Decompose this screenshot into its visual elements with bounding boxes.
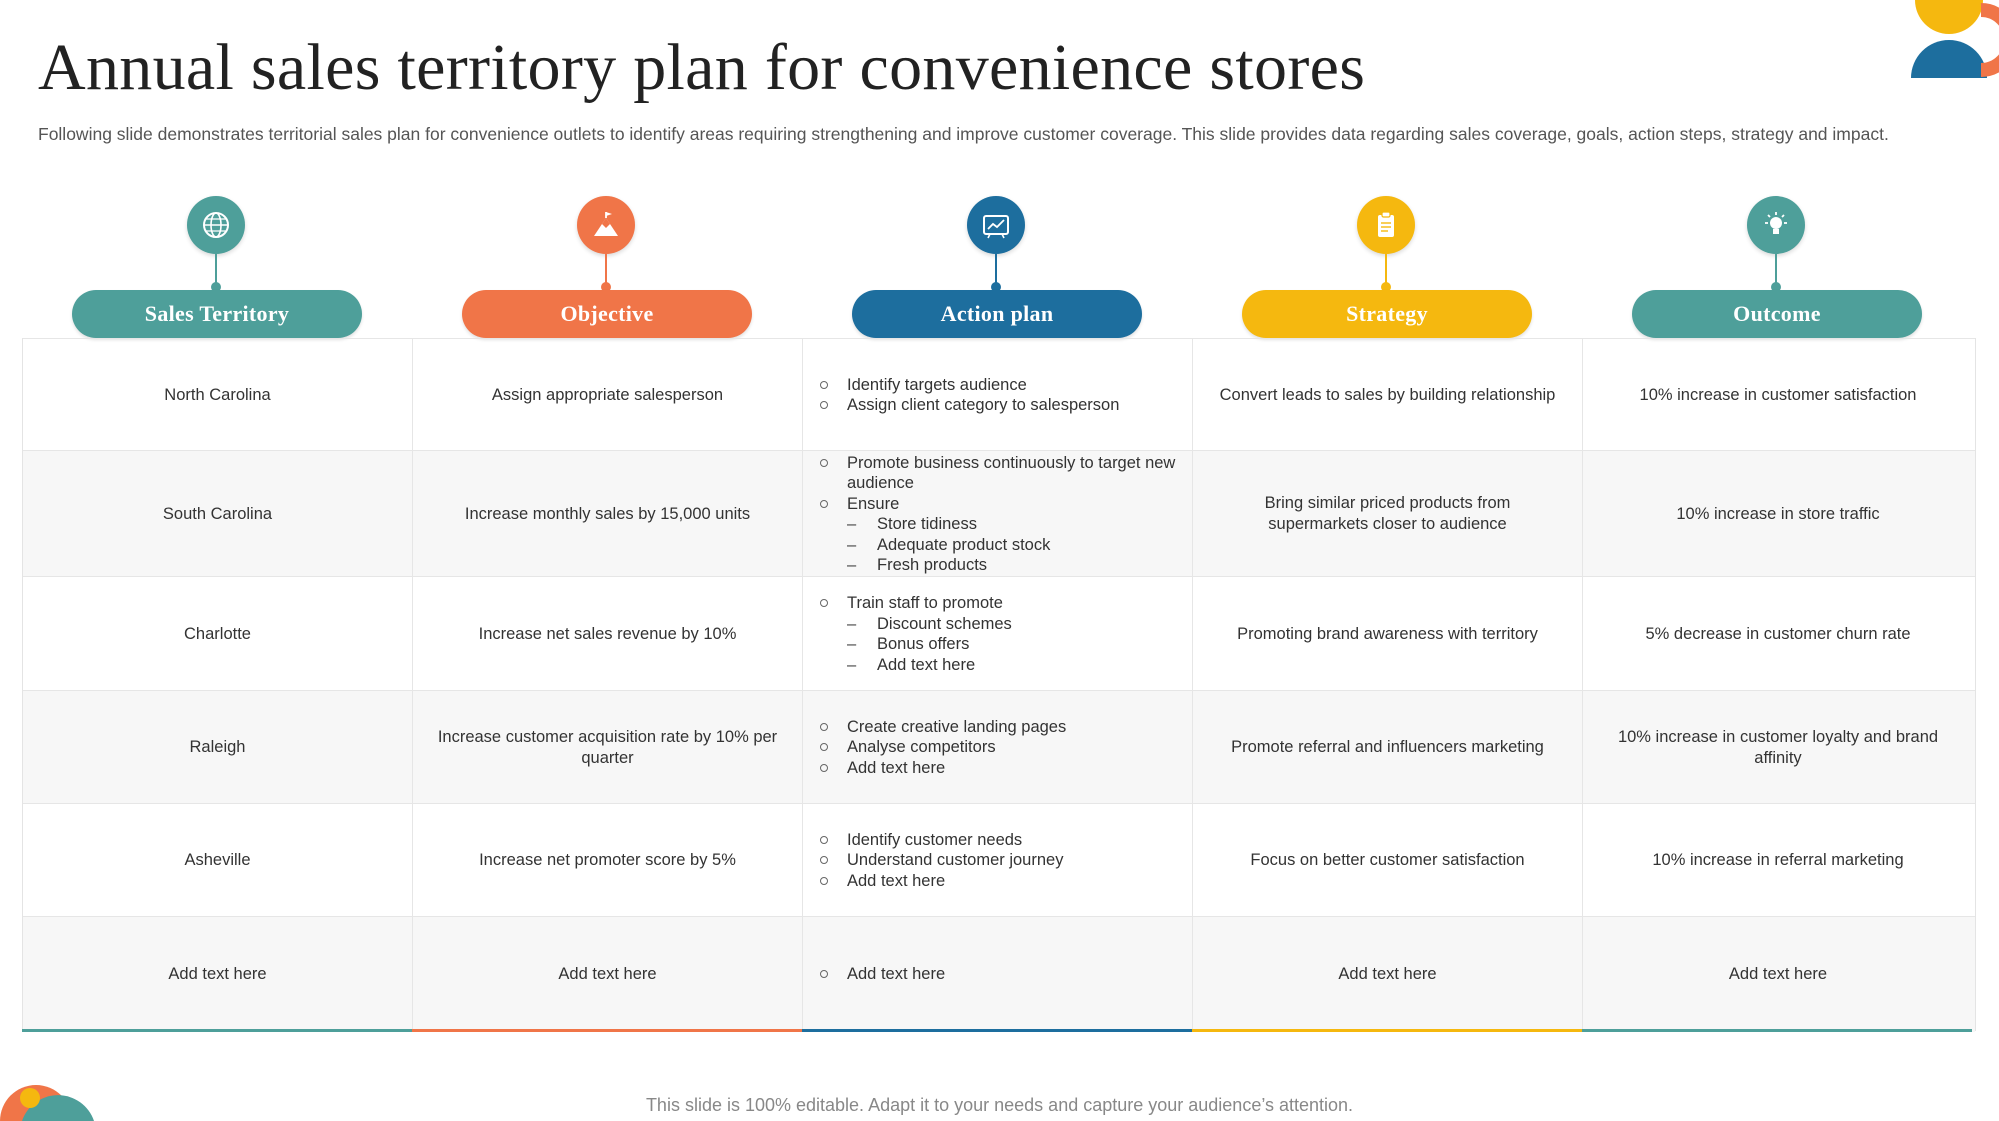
action-subitem: – Add text here <box>847 655 1012 676</box>
column-underline <box>22 1029 412 1032</box>
action-item: Add text here <box>817 964 945 985</box>
decorative-corner-shapes <box>1869 0 1999 80</box>
table-row <box>23 803 1975 917</box>
header-strategy <box>1192 192 1582 340</box>
cell-outcome: 5% decrease in customer churn rate <box>1645 624 1911 643</box>
cell-action-plan <box>803 691 1193 804</box>
cell-outcome: 10% increase in customer satisfaction <box>1639 385 1917 404</box>
cell-action-plan <box>803 804 1193 917</box>
header-action-plan <box>802 192 1192 340</box>
table-row <box>23 576 1975 691</box>
cell-action-plan <box>803 339 1193 451</box>
table-row <box>23 338 1975 451</box>
page-title: Annual sales territory plan for convenience stores <box>38 31 1366 104</box>
cell-outcome: 10% increase in customer loyalty and brand affinity <box>1617 727 1939 767</box>
footer-note: This slide is 100% editable. Adapt it to your needs and capture your audience’s attention. <box>645 1095 1354 1115</box>
action-item: Understand customer journey <box>817 850 1063 871</box>
header-outcome <box>1582 192 1972 340</box>
action-item: Promote business continuously to target new audience <box>817 453 1178 494</box>
cell-territory: South Carolina <box>23 451 413 577</box>
cell-territory: Raleigh <box>23 691 413 804</box>
cell-strategy: Bring similar priced products from supermarkets closer to audience <box>1193 451 1583 577</box>
page-subtitle: Following slide demonstrates territorial sales plan for convenience outlets to identify areas requiring strengthening and improve customer coverage. This slide provides data regarding sales coverage, goals, action steps, strategy and impact. <box>38 124 1889 144</box>
cell-territory: Asheville <box>23 804 413 917</box>
column-underline <box>802 1029 1192 1032</box>
header-objective <box>412 192 802 340</box>
cell-objective: Increase net sales revenue by 10% <box>413 577 803 691</box>
action-item: Analyse competitors <box>817 737 1066 758</box>
cell-strategy: Add text here <box>1193 917 1583 1032</box>
globe-icon <box>187 196 245 254</box>
action-subitem: – Discount schemes <box>847 614 1012 635</box>
action-subitem: – Fresh products <box>847 555 1178 576</box>
header-pill-outcome: Outcome <box>1632 290 1922 338</box>
action-item: Add text here <box>817 871 1063 892</box>
cell-objective: Add text here <box>413 917 803 1032</box>
cell-territory: North Carolina <box>23 339 413 451</box>
cell-action-plan <box>803 451 1193 577</box>
action-item <box>817 593 1012 675</box>
action-subitem: – Store tidiness <box>847 514 1178 535</box>
cell-objective: Increase monthly sales by 15,000 units <box>413 451 803 577</box>
action-subitem: – Bonus offers <box>847 634 1012 655</box>
header-pill-sales-territory: Sales Territory <box>72 290 362 338</box>
chart-board-icon <box>967 196 1025 254</box>
table-row <box>23 916 1975 1032</box>
table-row <box>23 450 1975 577</box>
header-pill-strategy: Strategy <box>1242 290 1532 338</box>
column-underline <box>1582 1029 1972 1032</box>
cell-territory: Add text here <box>23 917 413 1032</box>
clipboard-icon <box>1357 196 1415 254</box>
cell-action-plan <box>803 917 1193 1032</box>
action-item: Add text here <box>817 758 1066 779</box>
header-pill-objective: Objective <box>462 290 752 338</box>
action-item: Assign client category to salesperson <box>817 395 1119 416</box>
column-underline <box>412 1029 802 1032</box>
action-subitem: – Adequate product stock <box>847 535 1178 556</box>
header-sales-territory <box>22 192 412 340</box>
action-item-text: Ensure <box>847 494 900 513</box>
mountain-flag-icon <box>577 196 635 254</box>
cell-strategy: Convert leads to sales by building relationship <box>1193 339 1583 451</box>
cell-strategy: Promote referral and influencers marketing <box>1193 691 1583 804</box>
action-item: Identify targets audience <box>817 375 1119 396</box>
cell-territory: Charlotte <box>23 577 413 691</box>
lightbulb-icon <box>1747 196 1805 254</box>
cell-objective: Increase net promoter score by 5% <box>413 804 803 917</box>
column-headers <box>22 192 1974 340</box>
action-item-text: Train staff to promote <box>847 594 1003 612</box>
cell-objective: Increase customer acquisition rate by 10% per quarter <box>413 691 803 804</box>
cell-action-plan <box>803 577 1193 691</box>
table-row <box>23 690 1975 804</box>
cell-outcome: Add text here <box>1728 965 1828 983</box>
cell-outcome: 10% increase in store traffic <box>1676 504 1880 523</box>
action-item <box>817 494 1178 576</box>
cell-strategy: Promoting brand awareness with territory <box>1193 577 1583 691</box>
cell-objective: Assign appropriate salesperson <box>413 339 803 451</box>
cell-outcome: 10% increase in referral marketing <box>1652 851 1904 869</box>
action-item: Create creative landing pages <box>817 717 1066 738</box>
plan-table <box>22 338 1976 1031</box>
column-underline <box>1192 1029 1582 1032</box>
cell-strategy: Focus on better customer satisfaction <box>1193 804 1583 917</box>
header-pill-action-plan: Action plan <box>852 290 1142 338</box>
action-item: Identify customer needs <box>817 830 1063 851</box>
